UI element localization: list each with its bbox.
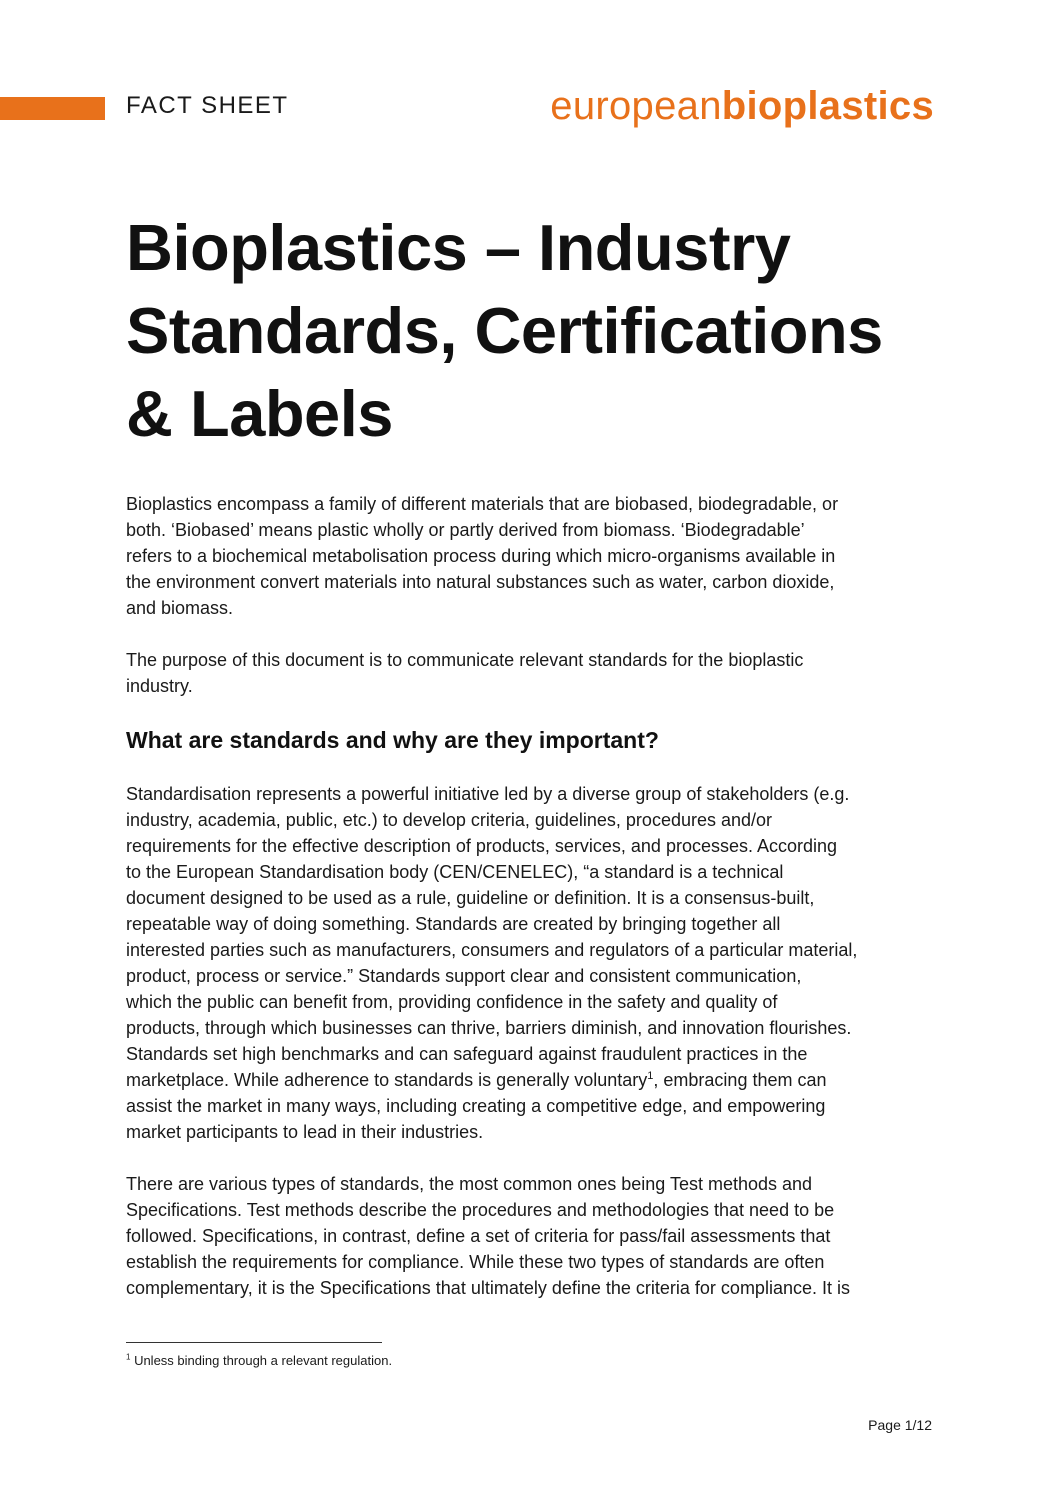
- text-line: The purpose of this document is to communicate relevant standards for the bioplastic: [126, 650, 804, 670]
- header-accent-bar: [0, 97, 105, 120]
- text-line: and biomass.: [126, 598, 234, 618]
- text-line: Standardisation represents a powerful initiative led by a diverse group of stakeholders (e.g.: [126, 784, 850, 804]
- section-paragraph-2: [126, 1171, 936, 1301]
- text-line: Standards set high benchmarks and can safeguard against fraudulent practices in the: [126, 1044, 808, 1064]
- text-line: assist the market in many ways, including creating a competitive edge, and empowering: [126, 1096, 826, 1116]
- document-type-label: FACT SHEET: [126, 92, 289, 119]
- intro-paragraph-1: [126, 491, 936, 621]
- text-fragment: , embracing them can: [653, 1070, 827, 1090]
- text-line: products, through which businesses can thrive, barriers diminish, and innovation flourishes.: [126, 1018, 852, 1038]
- text-fragment: marketplace. While adherence to standards is generally voluntary: [126, 1070, 648, 1090]
- text-line: to the European Standardisation body (CEN/CENELEC), “a standard is a technical: [126, 862, 784, 882]
- text-line: industry.: [126, 676, 193, 696]
- text-line: Bioplastics encompass a family of different materials that are biobased, biodegradable, or: [126, 494, 839, 514]
- text-line: the environment convert materials into natural substances such as water, carbon dioxide,: [126, 572, 835, 592]
- text-line: product, process or service.” Standards support clear and consistent communication,: [126, 966, 802, 986]
- logo-text-light: european: [550, 84, 722, 128]
- text-line: which the public can benefit from, providing confidence in the safety and quality of: [126, 992, 778, 1012]
- text-line: followed. Specifications, in contrast, define a set of criteria for pass/fail assessments that: [126, 1226, 831, 1246]
- text-line: industry, academia, public, etc.) to develop criteria, guidelines, procedures and/or: [126, 810, 773, 830]
- title-line: Standards, Certifications: [126, 294, 883, 367]
- text-line: refers to a biochemical metabolisation process during which micro-organisms available in: [126, 546, 836, 566]
- text-line: market participants to lead in their industries.: [126, 1122, 484, 1142]
- footnote-divider: [126, 1342, 382, 1343]
- text-line: interested parties such as manufacturers, consumers and regulators of a particular material,: [126, 940, 858, 960]
- body-content: [126, 491, 936, 1327]
- section-paragraph-1: [126, 781, 936, 1145]
- text-line: There are various types of standards, the most common ones being Test methods and: [126, 1174, 813, 1194]
- page-number: Page 1/12: [868, 1417, 932, 1433]
- text-line: both. ‘Biobased’ means plastic wholly or partly derived from biomass. ‘Biodegradable’: [126, 520, 805, 540]
- footnote-marker: 1: [126, 1352, 131, 1362]
- text-line: Specifications. Test methods describe the procedures and methodologies that need to be: [126, 1200, 835, 1220]
- text-line: repeatable way of doing something. Standards are created by bringing together all: [126, 914, 781, 934]
- section-heading: What are standards and why are they important?: [126, 727, 659, 753]
- text-line: requirements for the effective description of products, services, and processes. According: [126, 836, 838, 856]
- european-bioplastics-logo: [550, 84, 934, 128]
- title-line: & Labels: [126, 377, 393, 450]
- text-line-with-footnote-ref: [126, 1067, 936, 1093]
- text-line: complementary, it is the Specifications that ultimately define the criteria for compliance. It is: [126, 1278, 850, 1298]
- footnote: [126, 1352, 392, 1370]
- logo-text-bold: bioplastics: [721, 84, 934, 128]
- title-line: Bioplastics – Industry: [126, 211, 791, 284]
- footnote-reference[interactable]: 1: [647, 1070, 654, 1082]
- text-line: document designed to be used as a rule, guideline or definition. It is a consensus-built,: [126, 888, 815, 908]
- text-line: establish the requirements for compliance. While these two types of standards are often: [126, 1252, 825, 1272]
- page-title: [126, 206, 946, 455]
- intro-paragraph-2: [126, 647, 936, 699]
- footnote-text: Unless binding through a relevant regulation.: [130, 1353, 393, 1368]
